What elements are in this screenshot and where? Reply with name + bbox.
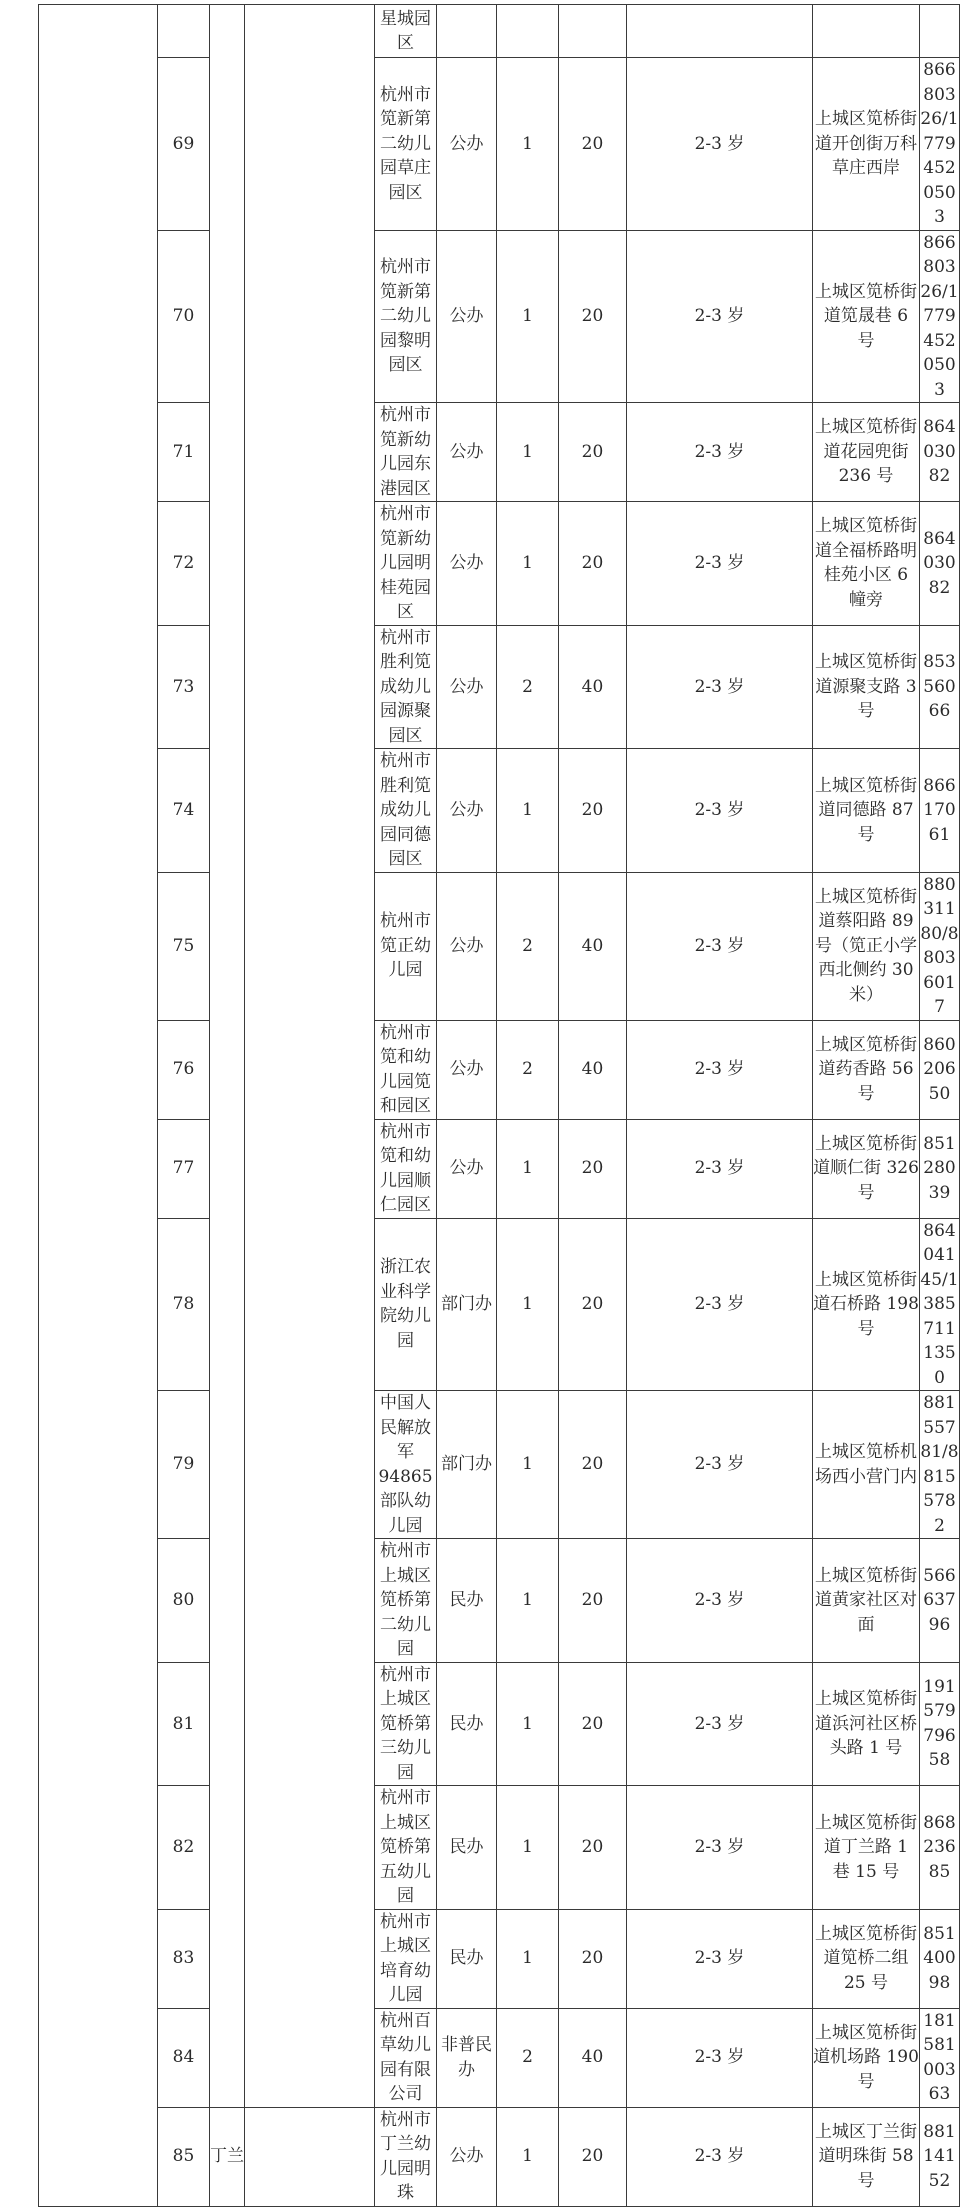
kindergarten-name-cell: 杭州市丁兰幼儿园明珠	[375, 2107, 437, 2206]
street-cell	[210, 5, 245, 2108]
table-row	[39, 1539, 960, 1663]
row-number-cell: 75	[158, 872, 210, 1020]
kindergarten-name-cell: 杭州市笕和幼儿园笕和园区	[375, 1020, 437, 1119]
table-row	[39, 1391, 960, 1539]
seats-cell: 40	[559, 625, 627, 749]
seats-cell: 20	[559, 1909, 627, 2008]
phone-cell: 19157979658	[920, 1662, 960, 1786]
address-cell: 上城区丁兰街道明珠街 58 号	[813, 2107, 920, 2206]
classes-cell: 1	[497, 1909, 559, 2008]
type-cell	[437, 5, 497, 58]
kindergarten-name-cell: 杭州市笕正幼儿园	[375, 872, 437, 1020]
phone-cell	[920, 5, 960, 58]
table-row	[39, 625, 960, 749]
address-cell: 上城区笕桥街道顺仁街 326 号	[813, 1119, 920, 1218]
classes-cell: 1	[497, 403, 559, 502]
kindergarten-name-cell: 杭州百草幼儿园有限公司	[375, 2008, 437, 2107]
address-cell: 上城区笕桥街道开创街万科草庄西岸	[813, 58, 920, 231]
phone-cell: 86020650	[920, 1020, 960, 1119]
classes-cell: 1	[497, 1786, 559, 1910]
kindergarten-name-cell: 杭州市笕新幼儿园明桂苑园区	[375, 502, 437, 626]
phone-cell: 86404145/13857111350	[920, 1218, 960, 1391]
table-row	[39, 1119, 960, 1218]
row-number-cell: 80	[158, 1539, 210, 1663]
classes-cell: 2	[497, 872, 559, 1020]
phone-cell: 85140098	[920, 1909, 960, 2008]
district-cell	[39, 5, 158, 2207]
kindergarten-table	[38, 4, 960, 2207]
type-cell: 公办	[437, 749, 497, 873]
type-cell: 公办	[437, 1020, 497, 1119]
row-number-cell: 79	[158, 1391, 210, 1539]
address-cell: 上城区笕桥街道笕桥二组 25 号	[813, 1909, 920, 2008]
age-cell: 2-3 岁	[627, 749, 813, 873]
classes-cell: 1	[497, 1539, 559, 1663]
row-number-cell: 84	[158, 2008, 210, 2107]
address-cell: 上城区笕桥街道花园兜街 236 号	[813, 403, 920, 502]
age-cell: 2-3 岁	[627, 58, 813, 231]
kindergarten-name-cell: 杭州市笕和幼儿园顺仁园区	[375, 1119, 437, 1218]
row-number-cell: 70	[158, 230, 210, 403]
type-cell: 非普民办	[437, 2008, 497, 2107]
classes-cell: 1	[497, 502, 559, 626]
age-cell: 2-3 岁	[627, 625, 813, 749]
classes-cell: 2	[497, 2008, 559, 2107]
phone-cell: 18158100363	[920, 2008, 960, 2107]
type-cell: 公办	[437, 2107, 497, 2206]
table-row	[39, 5, 960, 58]
phone-cell: 85356066	[920, 625, 960, 749]
kindergarten-name-cell: 杭州市上城区培育幼儿园	[375, 1909, 437, 2008]
address-cell: 上城区笕桥街道药香路 56 号	[813, 1020, 920, 1119]
classes-cell: 2	[497, 625, 559, 749]
type-cell: 民办	[437, 1786, 497, 1910]
spacer-cell	[245, 5, 375, 2108]
seats-cell: 20	[559, 1391, 627, 1539]
type-cell: 公办	[437, 872, 497, 1020]
type-cell: 部门办	[437, 1218, 497, 1391]
seats-cell: 20	[559, 1539, 627, 1663]
seats-cell	[559, 5, 627, 58]
kindergarten-name-cell: 杭州市笕新第二幼儿园草庄园区	[375, 58, 437, 231]
kindergarten-name-cell: 杭州市上城区笕桥第五幼儿园	[375, 1786, 437, 1910]
seats-cell: 20	[559, 403, 627, 502]
classes-cell: 1	[497, 1662, 559, 1786]
row-number-cell: 72	[158, 502, 210, 626]
table-row	[39, 1786, 960, 1910]
table-row	[39, 230, 960, 403]
address-cell: 上城区笕桥街道黄家社区对面	[813, 1539, 920, 1663]
row-number-cell: 82	[158, 1786, 210, 1910]
row-number-cell: 83	[158, 1909, 210, 2008]
type-cell: 民办	[437, 1539, 497, 1663]
age-cell: 2-3 岁	[627, 1218, 813, 1391]
row-number-cell: 85	[158, 2107, 210, 2206]
row-number-cell: 69	[158, 58, 210, 231]
phone-cell: 85128039	[920, 1119, 960, 1218]
seats-cell: 40	[559, 1020, 627, 1119]
table-row	[39, 872, 960, 1020]
row-number-cell: 78	[158, 1218, 210, 1391]
classes-cell: 1	[497, 1391, 559, 1539]
kindergarten-name-cell: 杭州市上城区笕桥第三幼儿园	[375, 1662, 437, 1786]
classes-cell: 1	[497, 58, 559, 231]
classes-cell: 1	[497, 230, 559, 403]
age-cell: 2-3 岁	[627, 1391, 813, 1539]
age-cell: 2-3 岁	[627, 1909, 813, 2008]
row-number-cell: 74	[158, 749, 210, 873]
phone-cell: 86680326/17794520503	[920, 230, 960, 403]
table-row	[39, 1909, 960, 2008]
type-cell: 公办	[437, 403, 497, 502]
table-row	[39, 749, 960, 873]
type-cell: 公办	[437, 58, 497, 231]
age-cell: 2-3 岁	[627, 1119, 813, 1218]
address-cell	[813, 5, 920, 58]
table-row	[39, 2107, 960, 2206]
phone-cell: 86403082	[920, 502, 960, 626]
address-cell: 上城区笕桥街道同德路 87 号	[813, 749, 920, 873]
type-cell: 公办	[437, 230, 497, 403]
seats-cell: 40	[559, 2008, 627, 2107]
phone-cell: 86823685	[920, 1786, 960, 1910]
seats-cell: 20	[559, 230, 627, 403]
type-cell: 公办	[437, 625, 497, 749]
seats-cell: 20	[559, 749, 627, 873]
address-cell: 上城区笕桥街道笕晟巷 6 号	[813, 230, 920, 403]
classes-cell: 2	[497, 1020, 559, 1119]
row-number-cell	[158, 5, 210, 58]
phone-cell: 88031180/88036017	[920, 872, 960, 1020]
table-row	[39, 1218, 960, 1391]
address-cell: 上城区笕桥机场西小营门内	[813, 1391, 920, 1539]
phone-cell: 86617061	[920, 749, 960, 873]
classes-cell: 1	[497, 749, 559, 873]
kindergarten-name-cell: 杭州市上城区笕桥第二幼儿园	[375, 1539, 437, 1663]
table-row	[39, 2008, 960, 2107]
phone-cell: 86403082	[920, 403, 960, 502]
table-row	[39, 502, 960, 626]
kindergarten-name-cell: 杭州市笕新第二幼儿园黎明园区	[375, 230, 437, 403]
age-cell: 2-3 岁	[627, 2008, 813, 2107]
row-number-cell: 77	[158, 1119, 210, 1218]
age-cell: 2-3 岁	[627, 230, 813, 403]
phone-cell: 56663796	[920, 1539, 960, 1663]
age-cell: 2-3 岁	[627, 1539, 813, 1663]
age-cell: 2-3 岁	[627, 872, 813, 1020]
table-row	[39, 403, 960, 502]
age-cell: 2-3 岁	[627, 502, 813, 626]
address-cell: 上城区笕桥街道石桥路 198 号	[813, 1218, 920, 1391]
address-cell: 上城区笕桥街道源聚支路 3 号	[813, 625, 920, 749]
kindergarten-name-cell: 中国人民解放军94865部队幼儿园	[375, 1391, 437, 1539]
table-row	[39, 1020, 960, 1119]
table-body	[39, 5, 960, 2207]
seats-cell: 20	[559, 1662, 627, 1786]
age-cell: 2-3 岁	[627, 1020, 813, 1119]
kindergarten-name-cell: 杭州市笕新幼儿园东港园区	[375, 403, 437, 502]
age-cell: 2-3 岁	[627, 2107, 813, 2206]
classes-cell: 1	[497, 2107, 559, 2206]
type-cell: 民办	[437, 1909, 497, 2008]
row-number-cell: 73	[158, 625, 210, 749]
spacer-cell	[245, 2107, 375, 2206]
address-cell: 上城区笕桥街道浜河社区桥头路 1 号	[813, 1662, 920, 1786]
seats-cell: 20	[559, 502, 627, 626]
row-number-cell: 81	[158, 1662, 210, 1786]
seats-cell: 20	[559, 1786, 627, 1910]
phone-cell: 86680326/17794520503	[920, 58, 960, 231]
phone-cell: 88114152	[920, 2107, 960, 2206]
type-cell: 民办	[437, 1662, 497, 1786]
age-cell: 2-3 岁	[627, 1786, 813, 1910]
kindergarten-name-cell: 杭州市胜利笕成幼儿园同德园区	[375, 749, 437, 873]
seats-cell: 20	[559, 2107, 627, 2206]
address-cell: 上城区笕桥街道机场路 190 号	[813, 2008, 920, 2107]
seats-cell: 40	[559, 872, 627, 1020]
type-cell: 公办	[437, 1119, 497, 1218]
kindergarten-name-cell: 杭州市胜利笕成幼儿园源聚园区	[375, 625, 437, 749]
kindergarten-name-cell: 浙江农业科学院幼儿园	[375, 1218, 437, 1391]
classes-cell: 1	[497, 1119, 559, 1218]
type-cell: 部门办	[437, 1391, 497, 1539]
street-cell: 丁兰	[210, 2107, 245, 2206]
seats-cell: 20	[559, 1218, 627, 1391]
table-row	[39, 1662, 960, 1786]
classes-cell	[497, 5, 559, 58]
table-row	[39, 58, 960, 231]
classes-cell: 1	[497, 1218, 559, 1391]
row-number-cell: 76	[158, 1020, 210, 1119]
age-cell: 2-3 岁	[627, 403, 813, 502]
age-cell: 2-3 岁	[627, 1662, 813, 1786]
seats-cell: 20	[559, 1119, 627, 1218]
kindergarten-name-cell: 星城园区	[375, 5, 437, 58]
address-cell: 上城区笕桥街道蔡阳路 89 号（笕正小学西北侧约 30 米）	[813, 872, 920, 1020]
address-cell: 上城区笕桥街道丁兰路 1 巷 15 号	[813, 1786, 920, 1910]
phone-cell: 88155781/88155782	[920, 1391, 960, 1539]
row-number-cell: 71	[158, 403, 210, 502]
type-cell: 公办	[437, 502, 497, 626]
age-cell	[627, 5, 813, 58]
address-cell: 上城区笕桥街道全福桥路明桂苑小区 6 幢旁	[813, 502, 920, 626]
seats-cell: 20	[559, 58, 627, 231]
